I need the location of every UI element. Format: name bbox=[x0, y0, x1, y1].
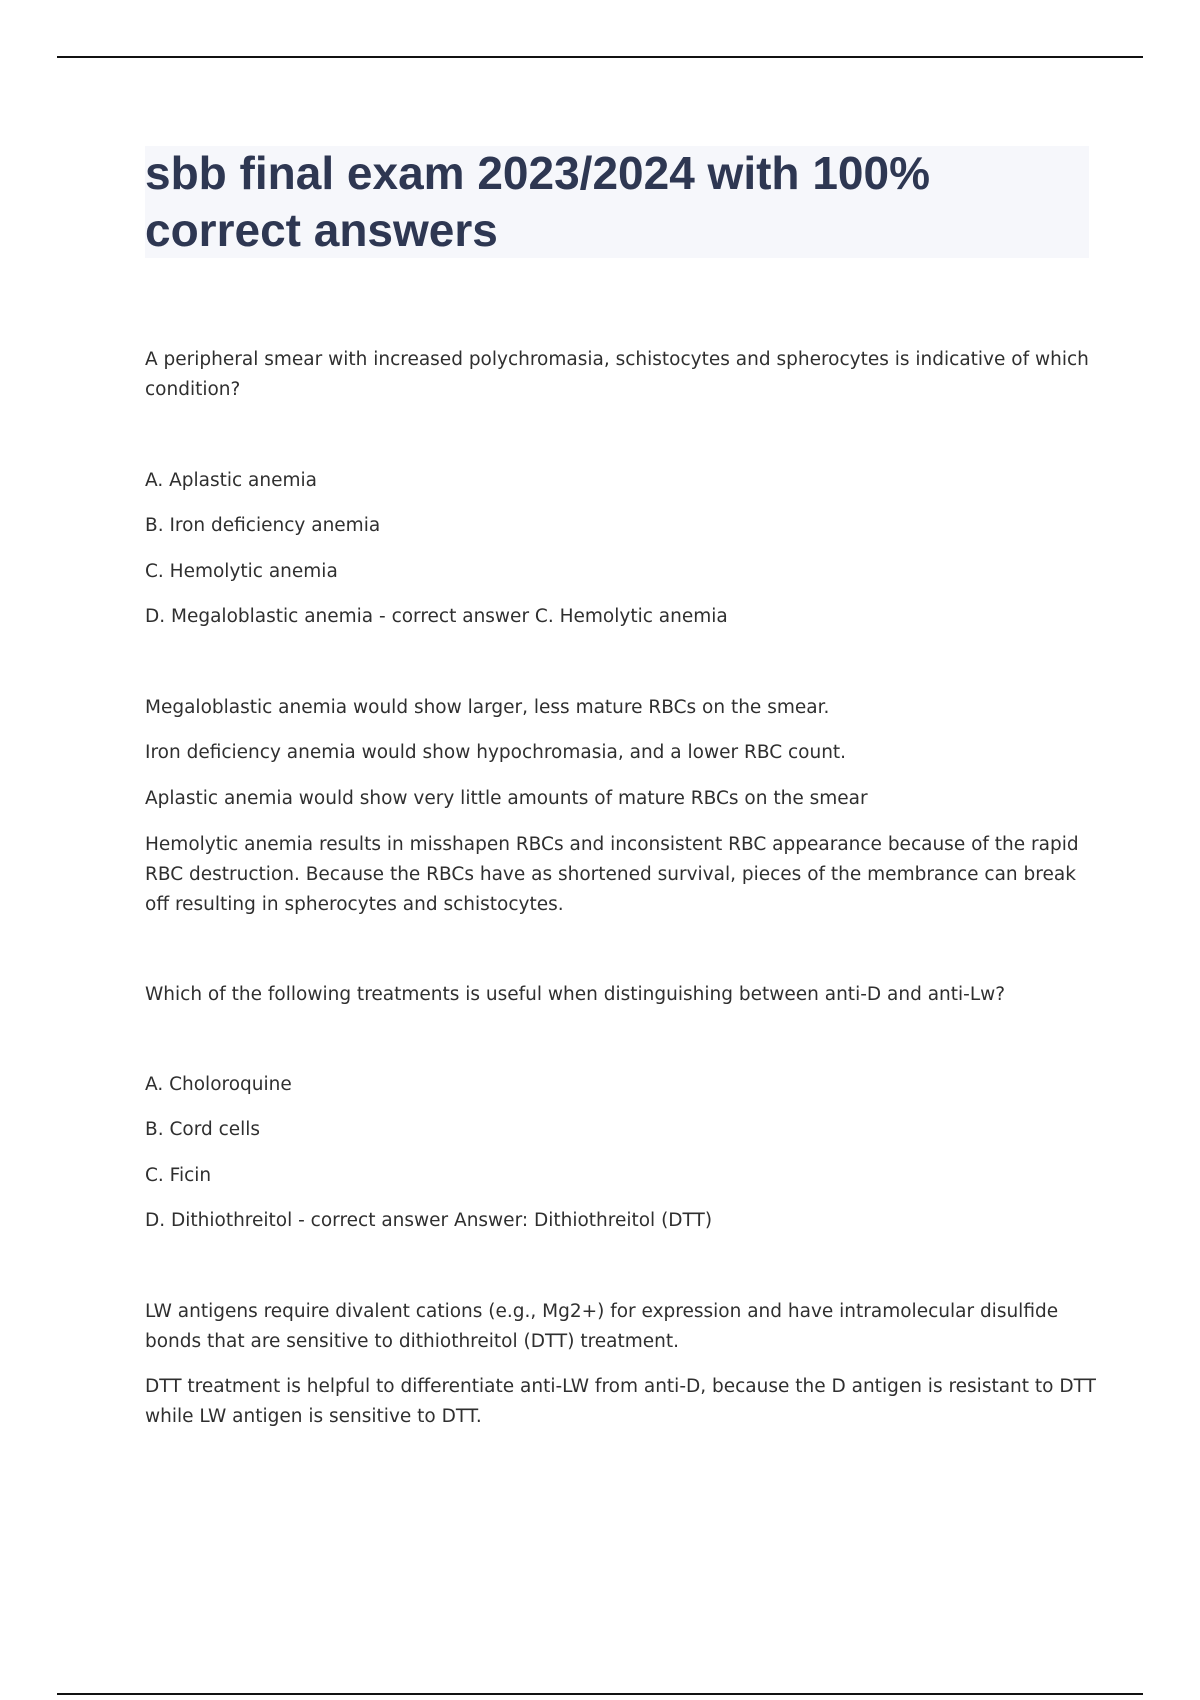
question-1-explanation-3: Aplastic anemia would show very little amounts of mature RBCs on the smear bbox=[145, 788, 868, 809]
question-2-option-d-answer: D. Dithiothreitol - correct answer Answer: Dithiothreitol (DTT) bbox=[145, 1210, 713, 1231]
question-2-explanation-1: LW antigens require divalent cations (e.g., Mg2+) for expression and have intramolecular disulfide bonds that are sensitive to dithiothreitol (DTT) treatment. bbox=[145, 1301, 1059, 1352]
bottom-divider bbox=[57, 1693, 1143, 1695]
top-divider bbox=[57, 56, 1143, 58]
question-1-text: A peripheral smear with increased polychromasia, schistocytes and spherocytes is indicative of which condition? bbox=[145, 349, 1089, 400]
question-1-explanation-2: Iron deficiency anemia would show hypochromasia, and a lower RBC count. bbox=[145, 742, 847, 763]
question-2-option-a: A. Choloroquine bbox=[145, 1074, 292, 1095]
question-2-explanation-2: DTT treatment is helpful to differentiate anti-LW from anti-D, because the D antigen is resistant to DTT while LW antigen is sensitive to DTT. bbox=[145, 1376, 1096, 1427]
question-2-text: Which of the following treatments is useful when distinguishing between anti-D and anti-Lw? bbox=[145, 984, 1006, 1005]
question-2-option-c: C. Ficin bbox=[145, 1165, 212, 1186]
question-1-explanation-1: Megaloblastic anemia would show larger, less mature RBCs on the smear. bbox=[145, 697, 830, 718]
question-1-option-d-answer: D. Megaloblastic anemia - correct answer C. Hemolytic anemia bbox=[145, 606, 728, 627]
question-1-option-a: A. Aplastic anemia bbox=[145, 470, 317, 491]
question-1-explanation-4: Hemolytic anemia results in misshapen RBCs and inconsistent RBC appearance because of the rapid RBC destruction. Because the RBCs have as shortened survival, pieces of the membrance can break off resulting in spherocytes and schistocytes. bbox=[145, 834, 1079, 915]
document-title: sbb final exam 2023/2024 with 100% correct answers bbox=[145, 147, 930, 256]
question-2-option-b: B. Cord cells bbox=[145, 1119, 261, 1140]
question-1-option-b: B. Iron deficiency anemia bbox=[145, 515, 381, 536]
question-1-option-c: C. Hemolytic anemia bbox=[145, 561, 338, 582]
